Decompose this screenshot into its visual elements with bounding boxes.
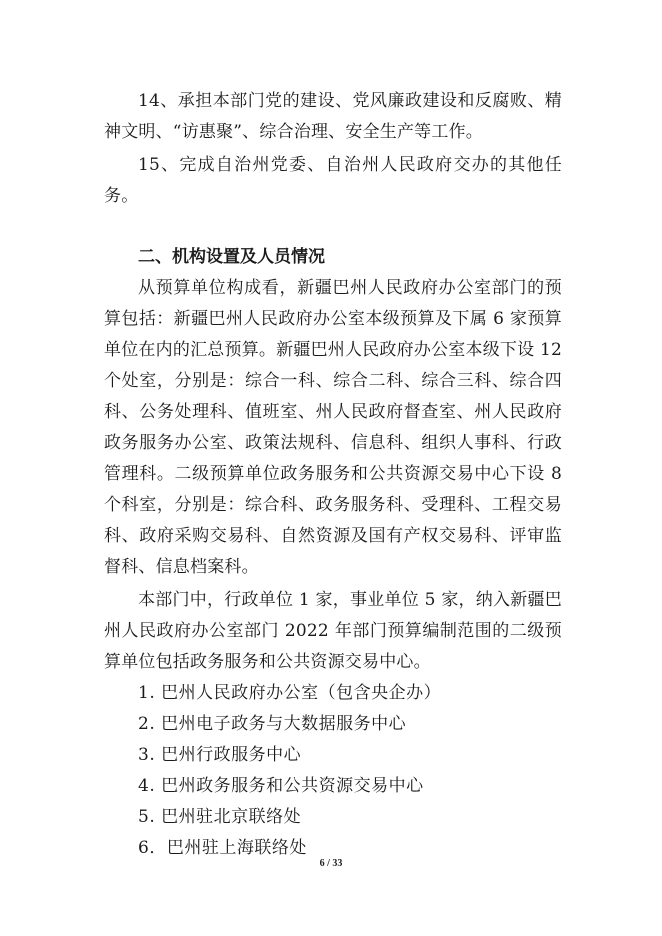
paragraph-item-15: 15、完成自治州党委、自治州人民政府交办的其他任务。 (104, 155, 562, 206)
section-spacer (104, 212, 562, 242)
list-item: 3. 巴州行政服务中心 (138, 745, 302, 765)
list-item: 2. 巴州电子政务与大数据服务中心 (138, 714, 407, 734)
list-item: 6．巴州驻上海联络处 (138, 838, 307, 858)
paragraph-budget-composition: 从预算单位构成看，新疆巴州人民政府办公室部门的预算包括：新疆巴州人民政府办公室本级预算及下属 6 家预算单位在内的汇总预算。新疆巴州人民政府办公室本级下设 12 个处室，分别是：综合一科、综合二科、综合三科、综合四科、公务处理科、值班室、州人民政府督查室、州人民政府政务服务办公室、政策法规科、信息科、组织人事科、行政管理科。二级预算单位政务服务和公共资源交易中心下设 8 个科室，分别是：综合科、政务服务科、受理科、工程交易科、政府采购交易科、自然资源及国有产权交易科、评审监督科、信息档案科。 (104, 278, 562, 577)
list-item: 4. 巴州政务服务和公共资源交易中心 (138, 776, 424, 796)
paragraph-unit-count: 本部门中，行政单位 1 家，事业单位 5 家，纳入新疆巴州人民政府办公室部门 2022 年部门预算编制范围的二级预算单位包括政务服务和公共资源交易中心。 (104, 590, 562, 672)
unit-list (104, 678, 562, 864)
list-item: 1. 巴州人民政府办公室（包含央企办） (138, 683, 442, 703)
page-number: 6 / 33 (319, 858, 343, 869)
paragraph-item-14: 14、承担本部门党的建设、党风廉政建设和反腐败、精神文明、“访惠聚”、综合治理、安全生产等工作。 (104, 91, 562, 142)
document-body (104, 86, 562, 864)
list-item: 5. 巴州驻北京联络处 (138, 807, 302, 827)
section-heading: 二、机构设置及人员情况 (138, 247, 325, 267)
